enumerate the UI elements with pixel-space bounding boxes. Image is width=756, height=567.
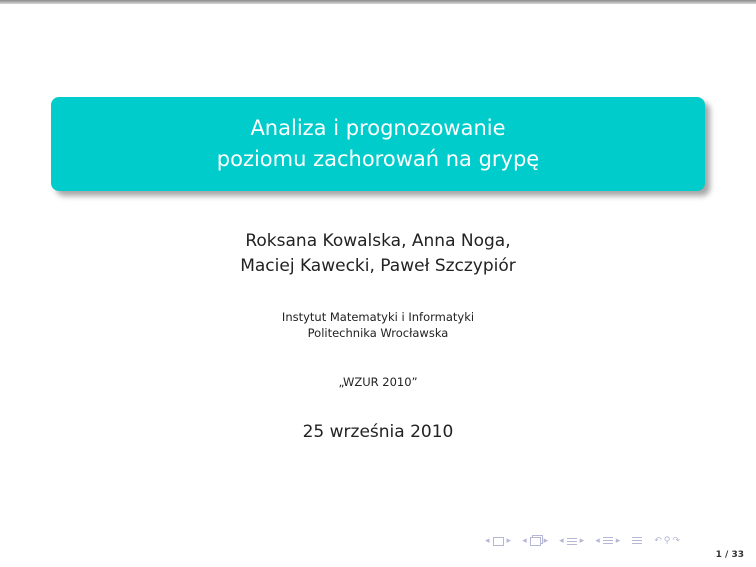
nav-next-frame-icon[interactable]: ▸ (543, 535, 549, 546)
top-divider-bar (0, 0, 756, 4)
nav-search-group (653, 537, 681, 546)
nav-prev-section-icon[interactable]: ◂ (595, 535, 600, 546)
slide-title-line-1: Analiza i prognozowanie (250, 116, 506, 140)
nav-align-icon[interactable] (632, 537, 642, 545)
nav-subsection-group (558, 537, 585, 546)
presentation-date: 25 września 2010 (302, 422, 454, 442)
nav-prev-subsection-icon[interactable]: ◂ (559, 535, 564, 546)
nav-slide-group (484, 537, 512, 546)
nav-slide-icon[interactable] (493, 537, 504, 546)
nav-align-group (630, 537, 644, 545)
nav-frame-group (521, 537, 549, 546)
slide-title-line-2: poziomu zachorowań na grypę (216, 147, 540, 171)
navigation-bar (484, 533, 690, 549)
institute-line-1: Instytut Matematyki i Informatyki (281, 310, 475, 324)
authors-line-1: Roksana Kowalska, Anna Noga, (245, 231, 511, 251)
institute-line-2: Politechnika Wrocławska (307, 326, 449, 340)
nav-search-icon[interactable]: ⚲ (663, 535, 671, 546)
nav-next-section-icon[interactable]: ▸ (615, 535, 621, 546)
nav-frame-icon[interactable] (530, 537, 541, 546)
nav-section-group (594, 537, 621, 546)
title-block (51, 97, 705, 191)
page-number: 1 / 33 (715, 550, 744, 560)
nav-forward-icon[interactable]: ↷ (672, 535, 680, 546)
authors-line-2: Maciej Kawecki, Paweł Szczypiór (240, 256, 516, 276)
nav-section-icon[interactable] (603, 537, 613, 545)
nav-prev-slide-icon[interactable]: ◂ (485, 535, 490, 546)
nav-prev-frame-icon[interactable]: ◂ (522, 535, 527, 546)
nav-next-slide-icon[interactable]: ▸ (506, 535, 512, 546)
conference-name: „WZUR 2010” (338, 375, 418, 389)
nav-next-subsection-icon[interactable]: ▸ (579, 535, 585, 546)
nav-subsection-icon[interactable] (567, 537, 577, 545)
nav-back-icon[interactable]: ↶ (654, 535, 662, 546)
